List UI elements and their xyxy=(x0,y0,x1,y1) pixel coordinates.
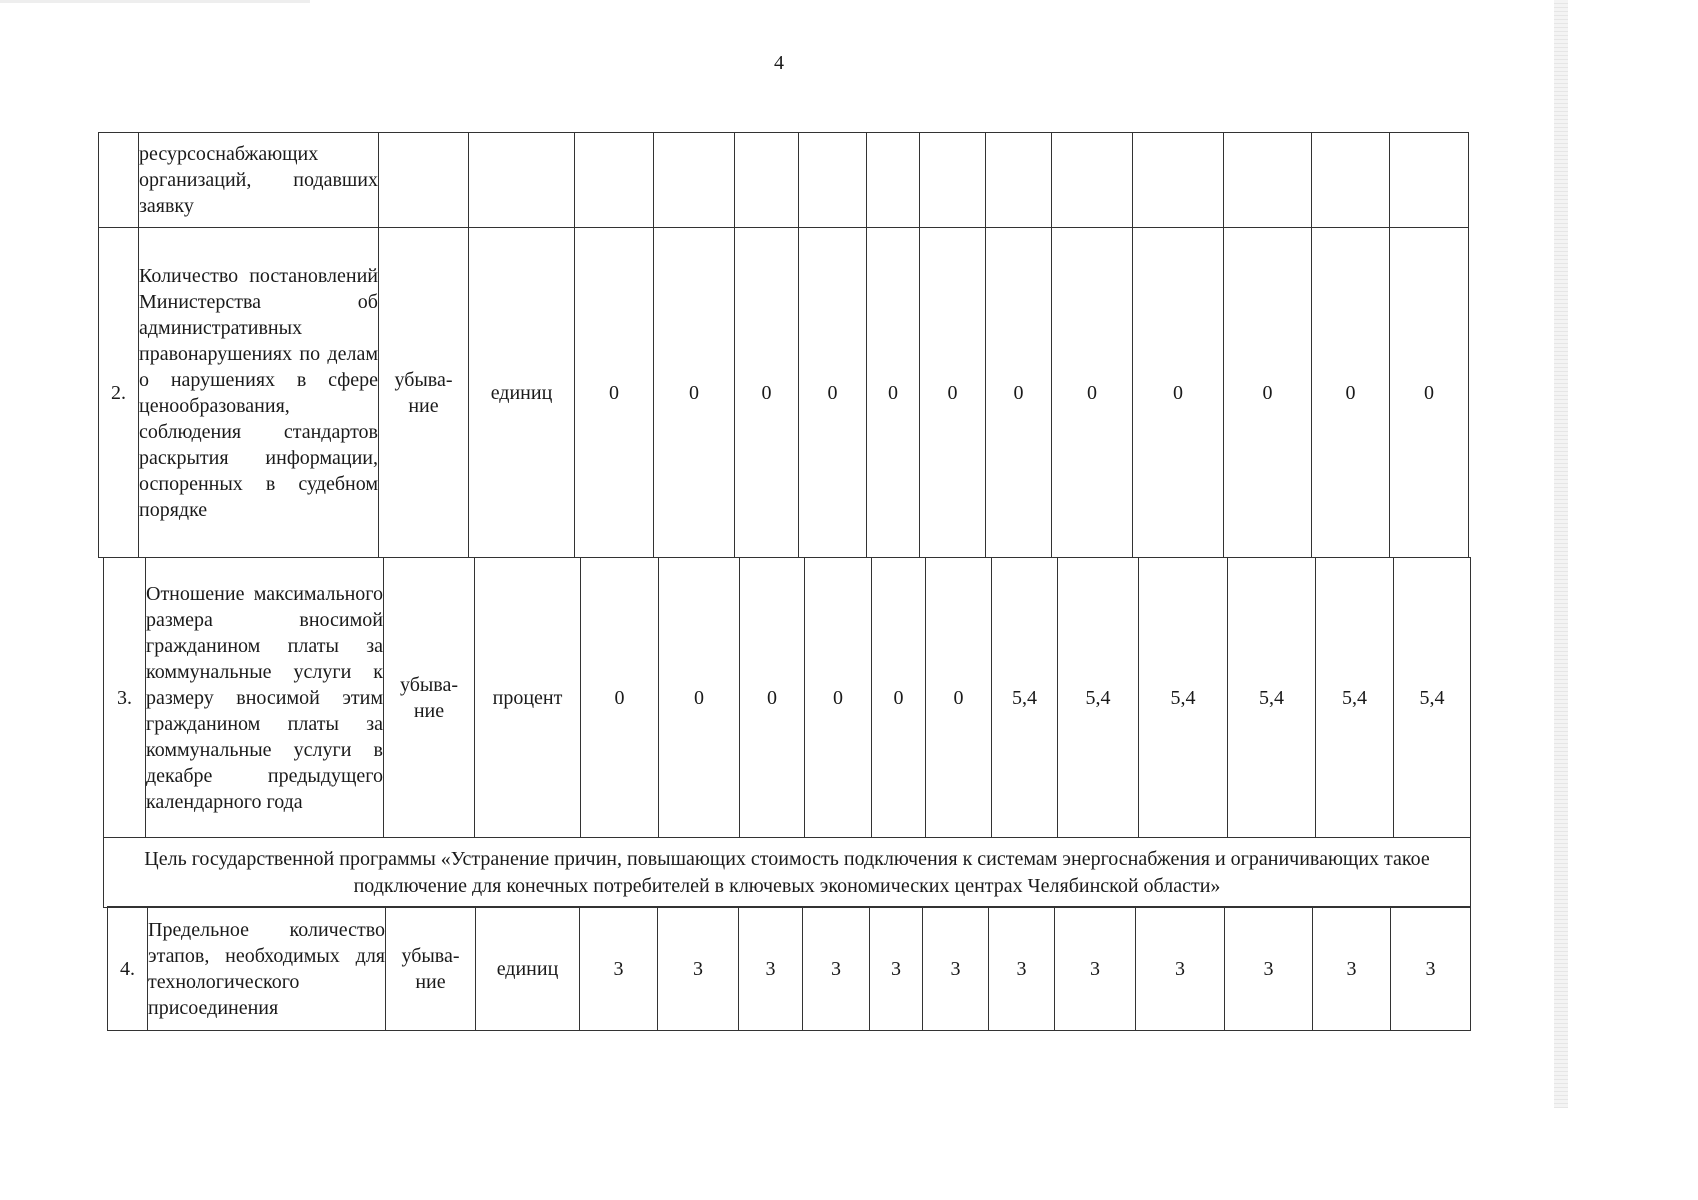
cell-value: 0 xyxy=(575,228,654,558)
cell-value: 0 xyxy=(805,558,872,838)
cell-value: 5,4 xyxy=(1316,558,1394,838)
indicators-table-bottom xyxy=(107,906,1471,1031)
cell-value xyxy=(1390,133,1469,228)
cell-value xyxy=(986,133,1052,228)
row-number: 3. xyxy=(104,558,146,838)
cell-unit: единиц xyxy=(476,907,580,1031)
cell-value: 3 xyxy=(1313,907,1391,1031)
row-number: 4. xyxy=(108,907,148,1031)
indicators-table-middle xyxy=(103,557,1471,908)
cell-trend: убыва- ние xyxy=(384,558,475,838)
indicators-table-top xyxy=(98,132,1469,558)
cell-value: 5,4 xyxy=(1058,558,1139,838)
cell-value: 3 xyxy=(739,907,803,1031)
page-number: 4 xyxy=(774,52,784,74)
cell-value: 0 xyxy=(986,228,1052,558)
cell-value: 0 xyxy=(1133,228,1224,558)
cell-value: 0 xyxy=(926,558,992,838)
cell-value: 0 xyxy=(799,228,867,558)
cell-value: 0 xyxy=(740,558,805,838)
cell-value xyxy=(735,133,799,228)
cell-value xyxy=(654,133,735,228)
scan-edge-top xyxy=(0,0,310,3)
cell-value xyxy=(1052,133,1133,228)
cell-value: 3 xyxy=(989,907,1055,1031)
cell-value xyxy=(799,133,867,228)
cell-value xyxy=(575,133,654,228)
program-goal: Цель государственной программы «Устранение причин, повышающих стоимость подключения к системам энергоснабжения и ограничивающих такое подключение для конечных потребителей в ключевых экономических центрах Челябинской области» xyxy=(104,838,1471,908)
cell-num xyxy=(99,133,139,228)
cell-value: 3 xyxy=(1225,907,1313,1031)
cell-value: 3 xyxy=(870,907,923,1031)
cell-indicator-name xyxy=(139,133,379,228)
indicator-name-text: Отношение максимального размера вносимой гражданином платы за коммунальные услуги к размеру вносимой этим гражданином платы за коммунальные услуги в декабре предыдущего календарного года xyxy=(146,582,383,813)
cell-value: 5,4 xyxy=(1228,558,1316,838)
cell-value: 0 xyxy=(1052,228,1133,558)
cell-value: 0 xyxy=(1312,228,1390,558)
cell-value: 5,4 xyxy=(992,558,1058,838)
cell-value: 0 xyxy=(659,558,740,838)
cell-indicator-name xyxy=(146,558,384,838)
cell-value xyxy=(1224,133,1312,228)
cell-indicator-name xyxy=(148,907,386,1031)
cell-value xyxy=(920,133,986,228)
indicator-name-text: ресурсоснабжающих организаций, подавших заявку xyxy=(139,143,378,217)
row-number: 2. xyxy=(99,228,139,558)
cell-value: 0 xyxy=(867,228,920,558)
goal-row xyxy=(104,838,1471,908)
indicator-name-text: Предельное количество этапов, необходимых для технологического присоединения xyxy=(148,918,385,1019)
cell-unit xyxy=(469,133,575,228)
cell-value xyxy=(867,133,920,228)
cell-value: 0 xyxy=(1390,228,1469,558)
table-row xyxy=(99,228,1469,558)
cell-value: 0 xyxy=(872,558,926,838)
cell-value: 3 xyxy=(580,907,658,1031)
cell-indicator-name xyxy=(139,228,379,558)
scan-edge-right xyxy=(1554,0,1568,1108)
cell-value: 0 xyxy=(735,228,799,558)
cell-value xyxy=(1133,133,1224,228)
cell-value: 3 xyxy=(923,907,989,1031)
cell-unit: единиц xyxy=(469,228,575,558)
cell-unit: процент xyxy=(475,558,581,838)
cell-value: 5,4 xyxy=(1139,558,1228,838)
table-row xyxy=(108,907,1471,1031)
cell-value: 3 xyxy=(1055,907,1136,1031)
cell-value xyxy=(1312,133,1390,228)
cell-value: 0 xyxy=(654,228,735,558)
cell-value: 3 xyxy=(1136,907,1225,1031)
cell-value: 5,4 xyxy=(1394,558,1471,838)
cell-value: 3 xyxy=(1391,907,1471,1031)
table-row-continued xyxy=(99,133,1469,228)
indicator-name-text: Количество постановлений Министерства об административных правонарушениях по делам о нарушениях в сфере ценообразования, соблюдения стандартов раскрытия информации, оспоренных в судебном порядке xyxy=(139,264,378,521)
cell-trend: убыва- ние xyxy=(379,228,469,558)
cell-value: 3 xyxy=(658,907,739,1031)
cell-trend: убыва- ние xyxy=(386,907,476,1031)
cell-value: 0 xyxy=(1224,228,1312,558)
cell-value: 3 xyxy=(803,907,870,1031)
cell-value: 0 xyxy=(920,228,986,558)
table-row xyxy=(104,558,1471,838)
cell-value: 0 xyxy=(581,558,659,838)
cell-trend xyxy=(379,133,469,228)
